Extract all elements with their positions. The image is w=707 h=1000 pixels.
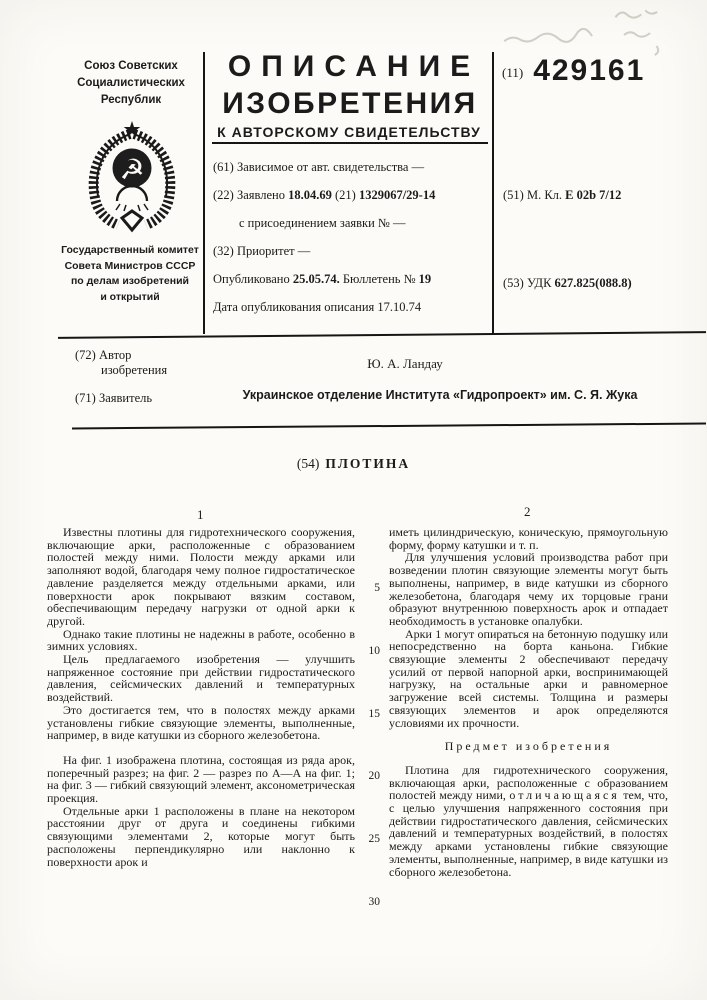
text-segment: (53) УДК [503, 276, 555, 290]
line-number: 5 [374, 582, 380, 594]
paragraph: иметь цилиндрическую, коническую, прямоугольную форму, форму катушки и т. п. [389, 525, 668, 552]
doc-subtitle: К АВТОРСКОМУ СВИДЕТЕЛЬСТВУ [217, 124, 481, 140]
text-segment: Дата опубликования описания 17.10.74 [213, 300, 422, 314]
document-type-title [208, 48, 490, 142]
invention-title-label: (54) [296, 456, 320, 471]
biblio-row [213, 189, 489, 202]
committee-name: Государственный комитет Совета Министров СССР по делам изобретений и открытий [61, 244, 199, 303]
doc-type-line1: ОПИСАНИЕ [227, 50, 481, 83]
ipc-classification [503, 188, 621, 203]
text-segment: (22) Заявлено [213, 188, 289, 202]
paragraph [389, 764, 668, 878]
applicant-name: Украинское отделение Института «Гидропроект» им. С. Я. Жука [242, 388, 638, 402]
text-column-left [47, 526, 355, 868]
line-number: 15 [368, 708, 380, 720]
paragraph: На фиг. 1 изображена плотина, состоящая из ряда арок, поперечный разрез; на фиг. 2 — разрез по А—А на фиг. 1; на фиг. 3 — гибкий связующий элемент, аксонометрическая проекция. [47, 752, 355, 806]
bibliographic-section [213, 161, 489, 314]
text-segment: 18.04.69 [288, 188, 332, 202]
column-number-2: 2 [524, 504, 531, 519]
invention-title [0, 456, 707, 472]
text-segment: тем, что, с целью улучшения напряженного состояния при действии гидростатического давления, сейсмических давлений и температурных воздействий, в полостях между арками установлены гибкие связующие элементы, выполненные, например, в виде катушки из сборного железобетона. [389, 788, 668, 879]
biblio-row [213, 245, 489, 258]
publication-number: 429161 [533, 54, 646, 87]
text-segment: Е 02b 7/12 [565, 188, 622, 202]
ussr-coat-of-arms-icon [76, 118, 188, 236]
hammer-and-sickle-icon: ☭ [119, 153, 145, 186]
text-segment: с присоединением заявки № — [239, 216, 406, 230]
line-number: 25 [368, 833, 380, 845]
paragraph: Арки 1 могут опираться на бетонную подушку или непосредственно на борта каньона. Гибкие связующие элементы 2 обеспечивают передачу усилий от первой напорной арки, воспринимающей нагрузку, на остальные арки и равномерное загружение всей системы. Толщина и размеры связующих элементов и арок определяются условиями их прочности. [389, 626, 668, 730]
text-segment: 627.825(088.8) [554, 276, 632, 290]
text-segment: (21) [331, 188, 359, 202]
paragraph: Это достигается тем, что в полостях между арками установлены гибкие связующие элементы, выполненные, например, в виде катушки из сборного железобетона. [47, 702, 355, 743]
paragraph: Для улучшения условий производства работ при возведении плотин связующие элементы могут быть выполнены, например, в виде катушки из сборного железобетона, благодаря чему их торцовые грани образуют внутреннюю поверхность арок и отпадает необходимость в установке опалубки. [389, 550, 668, 628]
paragraph: Однако такие плотины не надежны в работе, особенно в зимних условиях. [47, 626, 355, 654]
text-segment: 1329067/29-14 [358, 188, 436, 202]
paragraph: Известны плотины для гидротехнического сооружения, включающие арки, расположенные с образованием полостей между ними. Полости между арками или заполняют водой, благодаря чему полное гидростатическое давление разделяется между отдельными арками, или поверхности арок покрывают вязким составом, обеспечивающим передачу нагрузки от одной арки к другой. [47, 525, 355, 628]
paragraph: Цель предлагаемого изобретения — улучшить напряженное состояние при действии гидростатического давления, сейсмических давлений и температурных воздействий. [47, 652, 355, 705]
text-segment: отличающаяся [509, 788, 620, 803]
publication-number-label: (11) [502, 65, 524, 80]
line-number: 20 [368, 770, 380, 782]
author-label: (72) Автор изобретения [75, 348, 168, 377]
doc-type-line2: ИЗОБРЕТЕНИЯ [222, 87, 478, 120]
applicant-label: (71) Заявитель [75, 391, 153, 405]
text-segment: 19 [418, 272, 432, 286]
column-number-1: 1 [197, 507, 204, 522]
text-segment: Плотина для гидротехнического сооружения, включающая арки, расположенные с образованием полостей между ними, [389, 762, 668, 803]
udc-classification [503, 276, 632, 291]
parties-rule [72, 423, 706, 430]
line-number: 10 [368, 645, 380, 657]
claims-heading: Предмет изобретения [444, 739, 613, 754]
author-name: Ю. А. Ландау [367, 356, 443, 371]
text-column-right [389, 526, 668, 878]
country-name: Союз Советских Социалистических Республик [77, 60, 185, 106]
text-segment: (61) Зависимое от авт. свидетельства — [213, 160, 425, 174]
subtitle-underline [212, 142, 488, 144]
invention-title-text: ПЛОТИНА [325, 456, 411, 471]
star-icon [124, 121, 141, 137]
biblio-row [213, 161, 489, 174]
vertical-divider-right [492, 52, 494, 334]
text-segment: 25.05.74. [292, 272, 340, 286]
text-segment: Бюллетень № [339, 272, 419, 286]
text-segment: (32) Приоритет — [213, 244, 311, 258]
line-number: 30 [368, 896, 380, 908]
publication-number-block [502, 54, 645, 88]
text-segment: (51) М. Кл. [503, 188, 566, 202]
paragraph: Отдельные арки 1 расположены в плане на некотором расстоянии друг от друга и соединены гибкими связующими элементами 2, которые могут быть расположены перпендикулярно или наклонно к поверхности арок и [47, 803, 355, 869]
biblio-row [213, 217, 489, 230]
biblio-row [213, 301, 489, 314]
header-rule [58, 331, 706, 339]
biblio-row [213, 273, 489, 286]
text-segment: Опубликовано [213, 272, 293, 286]
vertical-divider-left [203, 52, 205, 334]
